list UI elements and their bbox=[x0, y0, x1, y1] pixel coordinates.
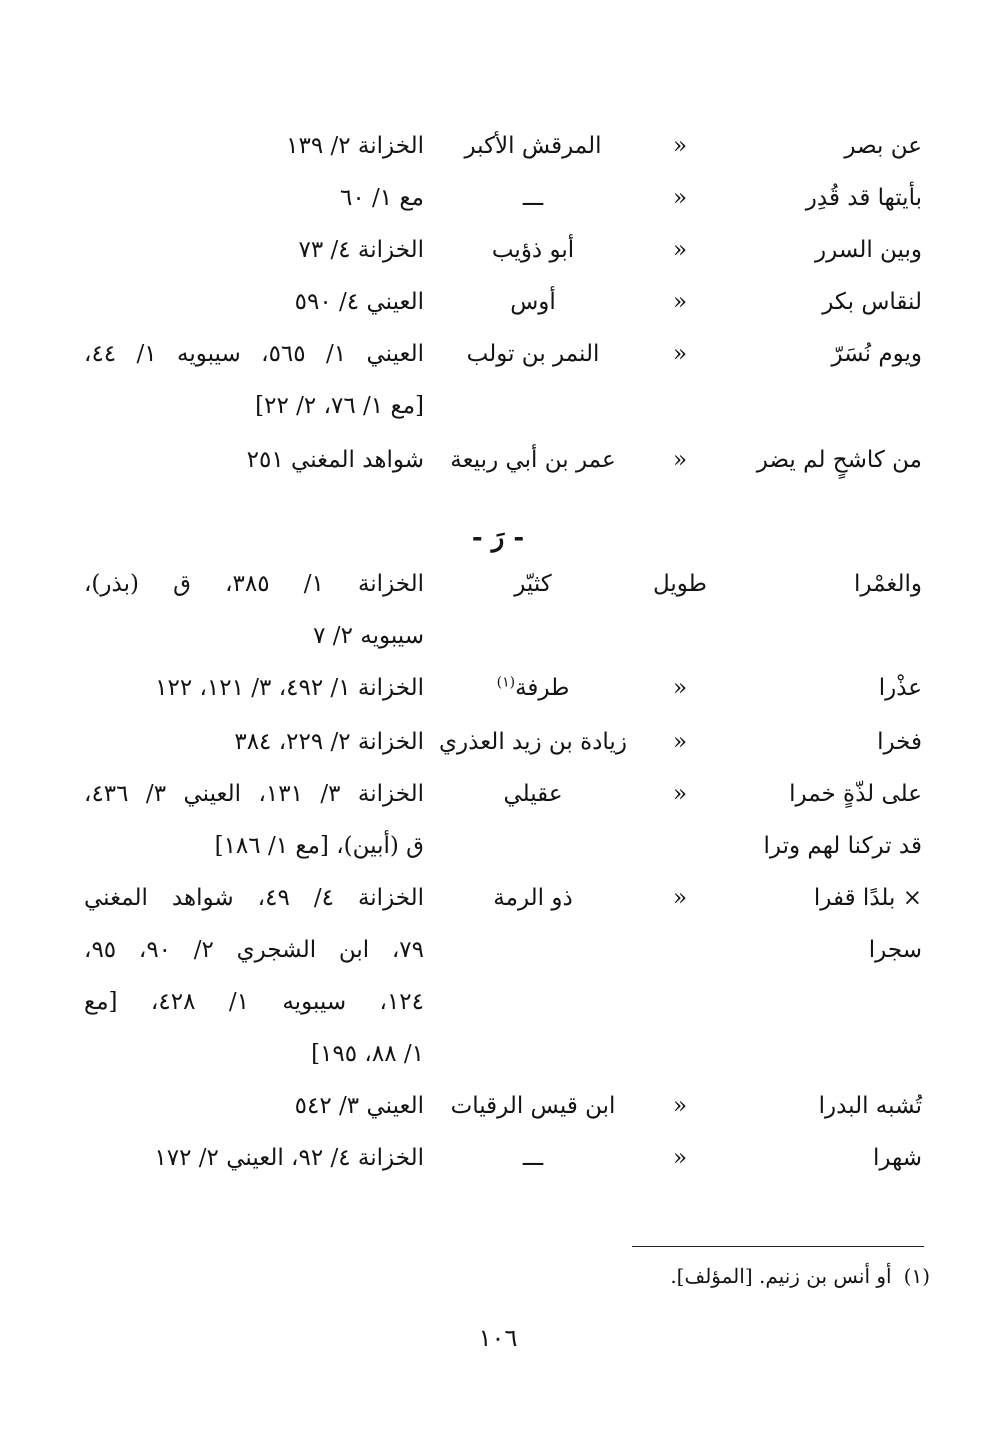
entry-row bbox=[0, 276, 996, 328]
section-heading: - رَ - bbox=[471, 523, 525, 553]
poet-name: عمر بن أبي ربيعة bbox=[450, 447, 616, 473]
poet-name: أوس bbox=[510, 289, 556, 315]
verse-ending: شهرا bbox=[873, 1145, 922, 1171]
entry-row bbox=[0, 1132, 996, 1184]
poet-name: المرقش الأكبر bbox=[464, 133, 602, 159]
verse-ending: ويوم نُسَرّ bbox=[831, 341, 922, 367]
footnote-divider bbox=[632, 1246, 924, 1247]
entry-row bbox=[0, 120, 996, 172]
entry-row-continuation bbox=[0, 380, 996, 432]
poet-name: ـــ bbox=[522, 185, 544, 211]
meter-ditto: « bbox=[672, 729, 688, 755]
source-reference: ق (أبين)، [مع ١/ ١٨٦] bbox=[214, 833, 424, 859]
verse-ending: × بلدًا قفرا bbox=[813, 885, 922, 911]
entry-row bbox=[0, 662, 996, 714]
source-reference: الخزانة ٤/ ٧٣ bbox=[298, 237, 424, 263]
verse-ending: وبين السرر bbox=[815, 237, 922, 263]
footnote-number: (١) bbox=[903, 1264, 930, 1288]
verse-ending: سجرا bbox=[868, 937, 922, 963]
meter-name: طويل bbox=[652, 571, 707, 597]
footnote-marker: (١) bbox=[496, 674, 516, 691]
entry-row bbox=[0, 224, 996, 276]
source-reference: الخزانة ٤/ ٤٩، شواهد المغني bbox=[84, 885, 425, 911]
poet-name-text: طرفة bbox=[515, 675, 570, 701]
entry-row bbox=[0, 328, 996, 380]
entry-row bbox=[0, 872, 996, 924]
verse-ending: من كاشحٍ لم يضر bbox=[756, 447, 922, 473]
source-reference: ١٢٤، سيبويه ١/ ٤٢٨، [مع bbox=[84, 989, 424, 1015]
source-reference: العيني ١/ ٥٦٥، سيبويه ١/ ٤٤، bbox=[84, 341, 425, 367]
verse-ending: عذْرا bbox=[878, 675, 922, 701]
meter-ditto: « bbox=[672, 237, 688, 263]
meter-ditto: « bbox=[672, 289, 688, 315]
source-reference: الخزانة ٢/ ٢٢٩، ٣٨٤ bbox=[234, 729, 424, 755]
entry-row bbox=[0, 924, 996, 976]
meter-ditto: « bbox=[672, 447, 688, 473]
source-reference: الخزانة ١/ ٤٩٢، ٣/ ١٢١، ١٢٢ bbox=[155, 675, 424, 701]
poet-name: أبو ذؤيب bbox=[491, 237, 575, 263]
verse-ending: فخرا bbox=[877, 729, 922, 755]
meter-ditto: « bbox=[672, 781, 688, 807]
poet-name bbox=[428, 662, 638, 714]
entry-row-continuation bbox=[0, 1028, 996, 1080]
meter-ditto: « bbox=[672, 133, 688, 159]
entry-row-continuation bbox=[0, 976, 996, 1028]
source-reference: الخزانة ١/ ٣٨٥، ق (بذر)، bbox=[84, 571, 425, 597]
source-reference: سيبويه ٢/ ٧ bbox=[313, 623, 424, 649]
meter-ditto: « bbox=[672, 885, 688, 911]
entry-row bbox=[0, 768, 996, 820]
poet-name: كثيّر bbox=[514, 571, 552, 597]
source-reference: ٧٩، ابن الشجري ٢/ ٩٠، ٩٥، bbox=[84, 937, 425, 963]
source-reference: ١/ ٨٨، ١٩٥] bbox=[311, 1041, 424, 1067]
entry-row bbox=[0, 716, 996, 768]
verse-ending: عن بصر bbox=[844, 133, 922, 159]
source-reference: شواهد المغني ٢٥١ bbox=[246, 447, 424, 473]
poet-name: ابن قيس الرقيات bbox=[450, 1093, 616, 1119]
verse-ending: والغمْرا bbox=[854, 571, 922, 597]
entry-row bbox=[0, 820, 996, 872]
meter-ditto: « bbox=[672, 1093, 688, 1119]
meter-ditto: « bbox=[672, 341, 688, 367]
source-reference: [مع ١/ ٧٦، ٢/ ٢٢] bbox=[255, 393, 424, 419]
footnote-text: أو أنس بن زنيم. [المؤلف]. bbox=[670, 1264, 892, 1288]
poet-name: ـــ bbox=[522, 1145, 544, 1171]
source-reference: مع ١/ ٦٠ bbox=[339, 185, 424, 211]
poet-name: عقيلي bbox=[503, 781, 563, 807]
source-reference: الخزانة ٣/ ١٣١، العيني ٣/ ٤٣٦، bbox=[84, 781, 424, 807]
verse-ending: على لذّةٍ خمرا bbox=[789, 781, 922, 807]
poet-name: النمر بن تولب bbox=[466, 341, 600, 367]
meter-ditto: « bbox=[672, 675, 688, 701]
source-reference: الخزانة ٢/ ١٣٩ bbox=[286, 133, 424, 159]
entry-row bbox=[0, 558, 996, 610]
entry-row bbox=[0, 434, 996, 486]
poet-name: زيادة بن زيد العذري bbox=[439, 729, 627, 755]
verse-ending: لنقاس بكر bbox=[822, 289, 922, 315]
page-number: ١٠٦ bbox=[478, 1324, 518, 1352]
entry-row-continuation bbox=[0, 610, 996, 662]
source-reference: الخزانة ٤/ ٩٢، العيني ٢/ ١٧٢ bbox=[154, 1145, 424, 1171]
entry-row bbox=[0, 1080, 996, 1132]
source-reference: العيني ٣/ ٥٤٢ bbox=[294, 1093, 424, 1119]
verse-ending: قد تركنا لهم وترا bbox=[763, 833, 922, 859]
poet-name: ذو الرمة bbox=[493, 885, 573, 911]
meter-ditto: « bbox=[672, 185, 688, 211]
entry-row bbox=[0, 172, 996, 224]
footnote bbox=[670, 1254, 930, 1298]
verse-ending: بأيتها قد قُدِر bbox=[805, 185, 922, 211]
verse-ending: تُشبه البدرا bbox=[818, 1093, 922, 1119]
source-reference: العيني ٤/ ٥٩٠ bbox=[294, 289, 424, 315]
meter-ditto: « bbox=[672, 1145, 688, 1171]
